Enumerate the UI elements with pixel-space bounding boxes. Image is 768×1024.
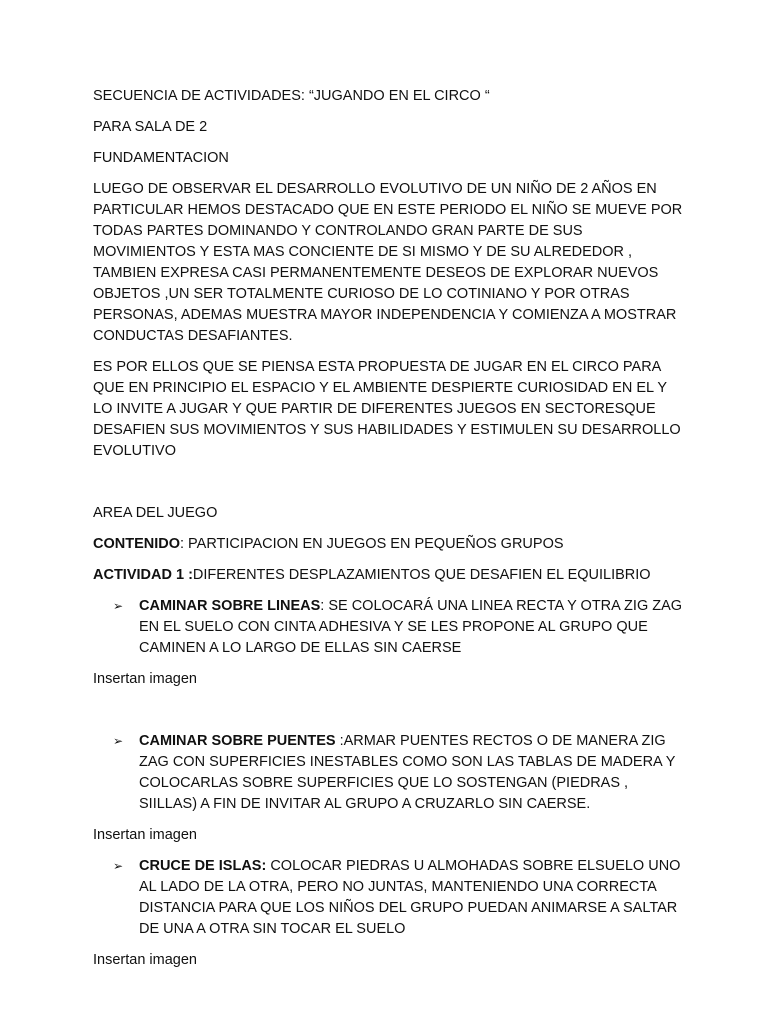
contenido-line <box>93 534 683 555</box>
document-subtitle: PARA SALA DE 2 <box>93 119 208 135</box>
actividad-line <box>93 565 683 586</box>
contenido-label: CONTENIDO <box>93 536 180 552</box>
arrowhead-bullet-icon: ➢ <box>113 734 124 748</box>
contenido-text: : PARTICIPACION EN JUEGOS EN PEQUEÑOS GRUPOS <box>180 536 564 552</box>
item-label: CAMINAR SOBRE PUENTES <box>139 733 336 749</box>
list-item <box>93 596 683 659</box>
activity-list-3 <box>93 856 683 940</box>
section-heading-fundamentacion: FUNDAMENTACION <box>93 150 229 166</box>
spacer <box>93 700 683 731</box>
paragraph-fundamentacion-2: ES POR ELLOS QUE SE PIENSA ESTA PROPUESTA DE JUGAR EN EL CIRCO PARA QUE EN PRINCIPIO EL ESPACIO Y EL AMBIENTE DESPIERTE CURIOSIDAD EN EL Y LO INVITE A JUGAR Y QUE PARTIR DE DIFERENTES JUEGOS EN SECTORESQUE DESAFIEN SUS MOVIMIENTOS Y SUS HABILIDADES Y ESTIMULEN SU DESARROLLO EVOLUTIVO <box>93 359 681 459</box>
activity-list-2 <box>93 731 683 815</box>
image-placeholder-caption: Insertan imagen <box>93 952 197 968</box>
list-item <box>93 856 683 940</box>
image-placeholder-caption: Insertan imagen <box>93 827 197 843</box>
document-page <box>93 86 683 981</box>
item-text: : SE COLOCARÁ UNA LINEA RECTA Y OTRA ZIG ZAG EN EL SUELO CON CINTA ADHESIVA Y SE LES PROPONE AL GRUPO QUE CAMINEN A LO LARGO DE ELLAS SIN CAERSE <box>139 598 683 656</box>
item-label: CAMINAR SOBRE LINEAS <box>139 598 321 614</box>
arrowhead-bullet-icon: ➢ <box>113 859 124 873</box>
list-item <box>93 731 683 815</box>
paragraph-fundamentacion-1: LUEGO DE OBSERVAR EL DESARROLLO EVOLUTIVO DE UN NIÑO DE 2 AÑOS EN PARTICULAR HEMOS DESTACADO QUE EN ESTE PERIODO EL NIÑO SE MUEVE POR TODAS PARTES DOMINANDO Y CONTROLANDO GRAN PARTE DE SUS MOVIMIENTOS Y ESTA MAS CONCIENTE DE SI MISMO Y DE SU ALREDEDOR , TAMBIEN EXPRESA CASI PERMANENTEMENTE DESEOS DE EXPLORAR NUEVOS OBJETOS ,UN SER TOTALMENTE CURIOSO DE LO COTINIANO Y POR OTRAS PERSONAS, ADEMAS MUESTRA MAYOR INDEPENDENCIA Y COMIENZA A MOSTRAR CONDUCTAS DESAFIANTES. <box>93 181 683 344</box>
section-heading-area: AREA DEL JUEGO <box>93 505 218 521</box>
item-label: CRUCE DE ISLAS: <box>139 858 267 874</box>
image-placeholder-caption: Insertan imagen <box>93 671 197 687</box>
document-title: SECUENCIA DE ACTIVIDADES: “JUGANDO EN EL CIRCO “ <box>93 88 490 104</box>
actividad-label: ACTIVIDAD 1 : <box>93 567 193 583</box>
arrowhead-bullet-icon: ➢ <box>113 599 124 613</box>
activity-list-1 <box>93 596 683 659</box>
item-text: COLOCAR PIEDRAS U ALMOHADAS SOBRE ELSUELO UNO AL LADO DE LA OTRA, PERO NO JUNTAS, MANTENIENDO UNA CORRECTA DISTANCIA PARA QUE LOS NIÑOS DEL GRUPO PUEDAN ANIMARSE A SALTAR DE UNA A OTRA SIN TOCAR EL SUELO <box>139 858 681 937</box>
item-text: :ARMAR PUENTES RECTOS O DE MANERA ZIG ZAG CON SUPERFICIES INESTABLES COMO SON LAS TABLAS DE MADERA Y COLOCARLAS SOBRE SUPERFICIES QUE LO SOSTENGAN (PIEDRAS , SIILLAS) A FIN DE INVITAR AL GRUPO A CRUZARLO SIN CAERSE. <box>139 733 676 812</box>
actividad-text: DIFERENTES DESPLAZAMIENTOS QUE DESAFIEN EL EQUILIBRIO <box>192 567 651 583</box>
spacer <box>93 472 683 503</box>
